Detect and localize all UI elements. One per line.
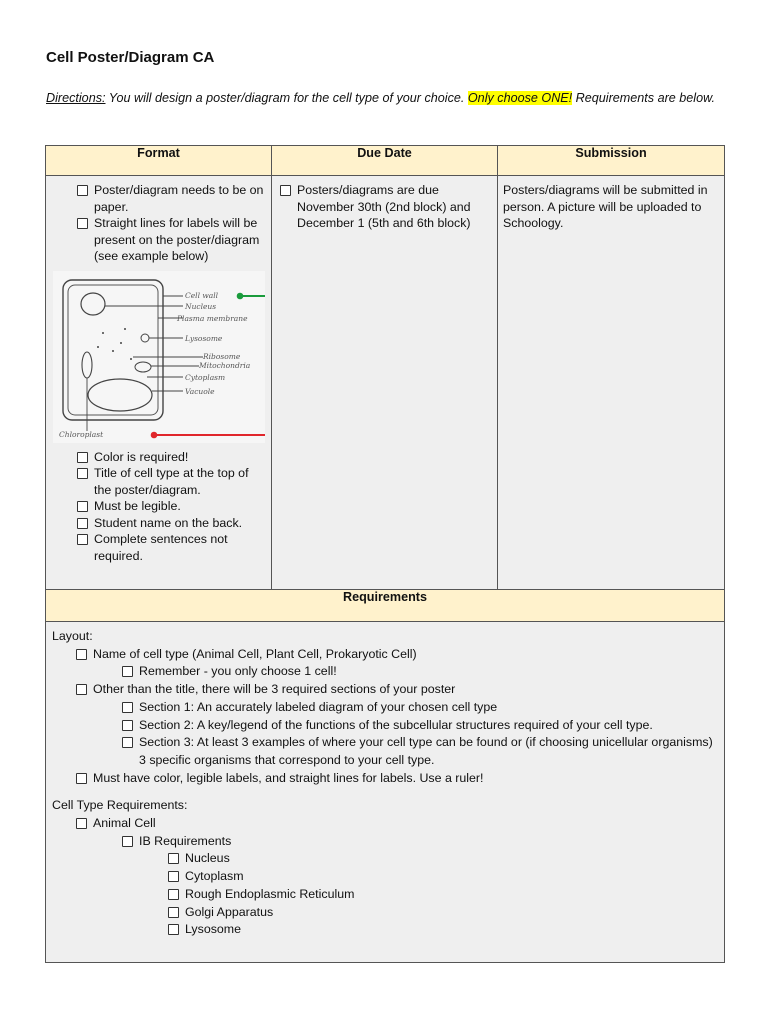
label-vacuole: Vacuole xyxy=(185,386,215,396)
submission-cell: Posters/diagrams will be submitted in person. A picture will be uploaded to Schoology. xyxy=(498,176,725,590)
cell-diagram-illustration xyxy=(53,271,265,443)
layout-item: Must have color, legible labels, and straight lines for labels. Use a ruler! xyxy=(76,770,719,788)
checkbox-icon[interactable] xyxy=(168,871,179,882)
checkbox-icon[interactable] xyxy=(77,501,88,512)
checkbox-icon[interactable] xyxy=(122,720,133,731)
red-pointer-dot xyxy=(151,431,158,438)
layout-subitem: Remember - you only choose 1 cell! xyxy=(122,663,719,681)
format-item: Straight lines for labels will be present on the poster/diagram (see example below) xyxy=(77,215,266,265)
label-nucleus: Nucleus xyxy=(185,301,217,311)
label-chloroplast: Chloroplast xyxy=(59,429,104,439)
checkbox-icon[interactable] xyxy=(76,684,87,695)
checkbox-icon[interactable] xyxy=(77,185,88,196)
directions-label: Directions: xyxy=(46,91,106,105)
checkbox-icon[interactable] xyxy=(280,185,291,196)
checkbox-icon[interactable] xyxy=(168,889,179,900)
checkbox-icon[interactable] xyxy=(77,518,88,529)
section-item: Section 2: A key/legend of the functions of the subcellular structures required of your cell type. xyxy=(122,717,719,735)
checkbox-icon[interactable] xyxy=(77,452,88,463)
format-item: Color is required! xyxy=(77,449,266,466)
layout-item: Name of cell type (Animal Cell, Plant Cell, Prokaryotic Cell) xyxy=(76,646,719,664)
format-item: Must be legible. xyxy=(77,498,266,515)
checkbox-icon[interactable] xyxy=(76,818,87,829)
section-item: Section 1: An accurately labeled diagram of your chosen cell type xyxy=(122,699,719,717)
header-requirements: Requirements xyxy=(46,590,725,622)
directions xyxy=(46,90,726,107)
animal-cell-item: Animal Cell xyxy=(76,815,719,833)
checkbox-icon[interactable] xyxy=(122,836,133,847)
checkbox-icon[interactable] xyxy=(168,853,179,864)
requirements-table xyxy=(45,145,725,963)
page-title: Cell Poster/Diagram CA xyxy=(46,49,215,66)
directions-text-1: You will design a poster/diagram for the cell type of your choice. xyxy=(105,91,468,105)
header-due-date: Due Date xyxy=(272,146,498,176)
label-ribosome: Ribosome xyxy=(203,351,241,361)
due-date-cell xyxy=(272,176,498,590)
directions-highlight: Only choose ONE! xyxy=(467,91,573,105)
requirements-cell xyxy=(46,622,725,963)
directions-text-2: Requirements are below. xyxy=(572,91,715,105)
checkbox-icon[interactable] xyxy=(122,666,133,677)
label-cytoplasm: Cytoplasm xyxy=(185,372,226,382)
cell-type-label: Cell Type Requirements: xyxy=(52,798,188,813)
checkbox-icon[interactable] xyxy=(76,649,87,660)
format-cell xyxy=(46,176,272,590)
checkbox-icon[interactable] xyxy=(77,218,88,229)
checkbox-icon[interactable] xyxy=(122,702,133,713)
format-item: Title of cell type at the top of the poster/diagram. xyxy=(77,465,266,498)
ib-item: Golgi Apparatus xyxy=(168,904,719,922)
header-format: Format xyxy=(46,146,272,176)
ib-item: Cytoplasm xyxy=(168,868,719,886)
format-item: Poster/diagram needs to be on paper. xyxy=(77,182,266,215)
label-cell-wall: Cell wall xyxy=(185,290,219,300)
checkbox-icon[interactable] xyxy=(168,907,179,918)
checkbox-icon[interactable] xyxy=(77,534,88,545)
due-item: Posters/diagrams are due November 30th (2nd block) and December 1 (5th and 6th block) xyxy=(277,182,492,232)
checkbox-icon[interactable] xyxy=(168,924,179,935)
header-submission: Submission xyxy=(498,146,725,176)
label-lysosome: Lysosome xyxy=(185,333,223,343)
ib-item: Nucleus xyxy=(168,850,719,868)
cell-diagram xyxy=(53,271,265,443)
checkbox-icon[interactable] xyxy=(122,737,133,748)
green-pointer-dot xyxy=(237,292,244,299)
label-plasma-membrane: Plasma membrane xyxy=(177,313,248,323)
layout-item: Other than the title, there will be 3 required sections of your poster xyxy=(76,681,719,699)
ib-item: Lysosome xyxy=(168,921,719,939)
section-item: Section 3: At least 3 examples of where your cell type can be found or (if choosing unicellular organisms) 3 specific organisms that correspond to your cell type. xyxy=(122,734,717,769)
format-item: Complete sentences not required. xyxy=(77,531,266,564)
label-mitochondria: Mitochondria xyxy=(199,360,251,370)
layout-label: Layout: xyxy=(52,629,93,643)
ib-requirements-item: IB Requirements xyxy=(122,833,719,851)
format-item: Student name on the back. xyxy=(77,515,266,532)
checkbox-icon[interactable] xyxy=(76,773,87,784)
ib-item: Rough Endoplasmic Reticulum xyxy=(168,886,719,904)
checkbox-icon[interactable] xyxy=(77,468,88,479)
